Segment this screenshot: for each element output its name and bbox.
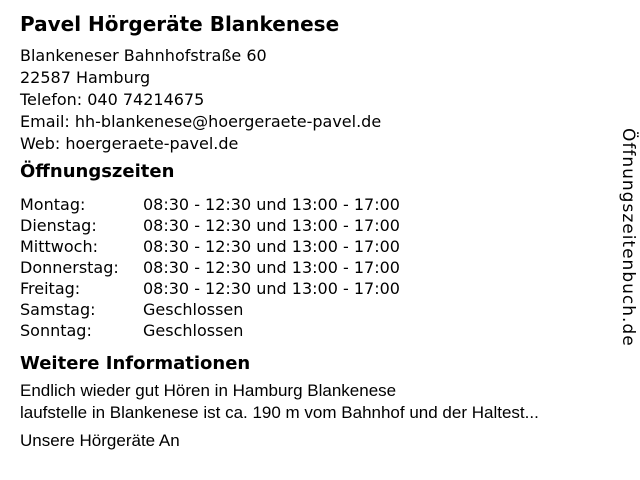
hours-day-label: Freitag: [20, 279, 81, 298]
hours-day-label: Donnerstag: [20, 258, 119, 277]
hours-times-value: 08:30 - 12:30 und 13:00 - 17:00 [143, 216, 400, 235]
contact-block [20, 45, 612, 155]
hours-times-value: 08:30 - 12:30 und 13:00 - 17:00 [143, 237, 400, 256]
hours-row-tuesday [20, 215, 612, 236]
hours-times-value: 08:30 - 12:30 und 13:00 - 17:00 [143, 195, 400, 214]
listing-content [20, 12, 612, 452]
hours-times-value: Geschlossen [143, 321, 244, 340]
opening-hours-table [20, 194, 612, 341]
hours-row-sunday [20, 320, 612, 341]
info-description-line2: laufstelle in Blankenese ist ca. 190 m vom Bahnhof und der Haltest... [20, 403, 539, 422]
business-name: Pavel Hörgeräte Blankenese [20, 12, 340, 36]
hours-times-value: Geschlossen [143, 300, 244, 319]
hours-day-label: Montag: [20, 195, 86, 214]
more-info-block [20, 380, 612, 452]
site-watermark: Öffnungszeitenbuch.de [618, 128, 638, 347]
hours-times-value: 08:30 - 12:30 und 13:00 - 17:00 [143, 279, 400, 298]
address-city: 22587 Hamburg [20, 68, 151, 87]
hours-row-saturday [20, 299, 612, 320]
hours-day-label: Mittwoch: [20, 237, 98, 256]
hours-row-wednesday [20, 236, 612, 257]
opening-hours-title: Öffnungszeiten [20, 161, 175, 182]
address-street: Blankeneser Bahnhofstraße 60 [20, 46, 267, 65]
web-line: Web: hoergeraete-pavel.de [20, 134, 239, 153]
more-info-title: Weitere Informationen [20, 353, 251, 374]
info-description [20, 380, 612, 424]
hours-day-label: Sonntag: [20, 321, 92, 340]
info-description-truncated: Unsere Hörgeräte An [20, 431, 180, 450]
email-line: Email: hh-blankenese@hoergeraete-pavel.de [20, 112, 382, 131]
info-description-line1: Endlich wieder gut Hören in Hamburg Blankenese [20, 381, 397, 400]
hours-row-monday [20, 194, 612, 215]
hours-day-label: Dienstag: [20, 216, 97, 235]
hours-row-thursday [20, 257, 612, 278]
phone-line: Telefon: 040 74214675 [20, 90, 205, 109]
hours-times-value: 08:30 - 12:30 und 13:00 - 17:00 [143, 258, 400, 277]
hours-row-friday [20, 278, 612, 299]
hours-day-label: Samstag: [20, 300, 96, 319]
